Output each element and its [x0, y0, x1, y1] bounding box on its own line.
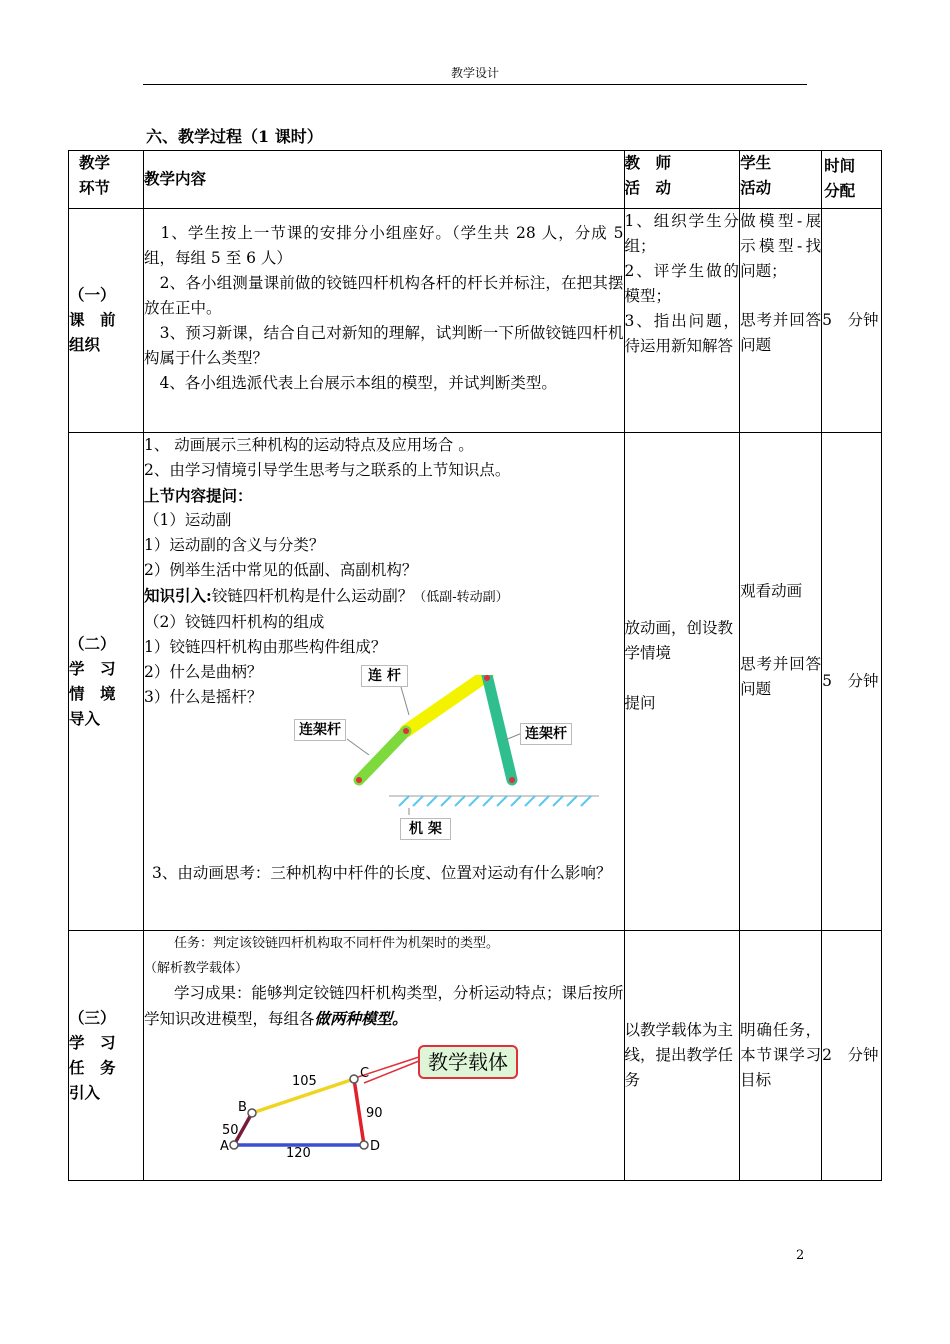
student-cell: 观看动画 思考并回答问题	[740, 433, 822, 931]
teaching-process-table	[68, 150, 882, 1181]
table-row	[69, 433, 882, 931]
coupler-link	[406, 675, 487, 731]
point-a-label: A	[220, 1139, 229, 1154]
length-cd: 90	[366, 1106, 383, 1121]
time-cell: 2 分钟	[822, 931, 882, 1181]
joint-dot	[484, 675, 490, 681]
header-rule	[143, 84, 807, 85]
joint-dot	[403, 728, 409, 734]
point-d-label: D	[370, 1139, 381, 1154]
frame-hatch	[389, 796, 599, 806]
label-right-link: 连架杆	[520, 723, 572, 745]
content-cell: 1、 动画展示三种机构的运动特点及应用场合 。 2、由学习情境引导学生思考与之联系的上节知识点。 上节内容提问： （1）运动副 1）运动副的含义与分类？ 2）例举生活中常见的低副、高副机构？ 知识引入:铰链四杆机构是什么运动副？（低副-转动副） （2）铰链四杆机构的组成 1）铰链四杆机构由那些构件组成？ 2）什么是曲柄？ 3）什么是摇杆？ 连 杆 连架杆 连架杆 机 架 3、由动画思考：三种机构中杆件的长度、位置对运动有什么影响？	[144, 433, 625, 931]
left-link	[359, 731, 406, 780]
label-left-link: 连架杆	[294, 719, 346, 741]
callout-teaching-carrier: 教学载体	[418, 1045, 518, 1079]
student-cell: 明确任务，本节课学习目标	[740, 931, 822, 1181]
teacher-cell: 1、组织学生分组； 2、评学生做的模型； 3、指出问题，待运用新知解答	[624, 209, 740, 433]
time-cell: 5 分钟	[822, 209, 882, 433]
time-cell: 5 分钟	[822, 433, 882, 931]
teacher-cell: 以教学载体为主线，提出教学任务	[624, 931, 740, 1181]
page-header: 教学设计	[450, 66, 499, 80]
header-student: 学生 活动	[740, 151, 822, 209]
right-link	[487, 675, 512, 780]
four-bar-linkage-diagram	[309, 675, 599, 845]
page-number: 2	[796, 1248, 805, 1263]
content-cell: 1、学生按上一节课的安排分小组座好。（学生共 28 人，分成 5 组，每组 5 至 6 人） 2、各小组测量课前做的铰链四杆机构各杆的杆长并标注，在把其摆放在正中。 3、预习新课，结合自己对新知的理解，试判断一下所做铰链四杆机构属于什么类型？ 4、各小组选派代表上台展示本组的模型，并试判断类型。	[144, 209, 625, 433]
section-title: 六、教学过程（1 课时）	[146, 127, 323, 146]
stage-cell: （二） 学 习 情 境 导入	[69, 433, 144, 931]
table-header-row	[69, 151, 882, 209]
outcome-paragraph: 学习成果：能够判定铰链四杆机构类型，分析运动特点；课后按所学知识改进模型，每组各做两种模型。	[144, 984, 624, 1028]
length-ad: 120	[286, 1146, 311, 1157]
label-coupler: 连 杆	[361, 665, 408, 687]
point-b-label: B	[238, 1100, 247, 1115]
joint-dot	[356, 777, 362, 783]
student-cell: 做模型-展示模型-找问题； 思考并回答问题	[740, 209, 822, 433]
header-content: 教学内容	[144, 151, 625, 209]
stage-cell: （一） 课 前 组织	[69, 209, 144, 433]
knowledge-line: 知识引入:铰链四杆机构是什么运动副？（低副-转动副）	[144, 586, 509, 605]
header-teacher: 教 师 活 动	[624, 151, 740, 209]
link-cd	[354, 1079, 364, 1145]
point-c-label: C	[360, 1066, 370, 1081]
label-frame: 机 架	[400, 818, 451, 840]
header-time: 时间 分配	[822, 151, 882, 209]
teacher-cell: 放动画，创设教学情境 提问	[624, 433, 740, 931]
table-row	[69, 931, 882, 1181]
joint-dot	[509, 777, 515, 783]
header-stage: 教学 环节	[69, 151, 144, 209]
table-row	[69, 209, 882, 433]
length-bc: 105	[292, 1074, 317, 1089]
length-ab: 50	[222, 1123, 239, 1138]
content-cell: 任务：判定该铰链四杆机构取不同杆件为机架时的类型。 （解析教学载体） 学习成果：能够判定铰链四杆机构类型，分析运动特点；课后按所学知识改进模型，每组各做两种模型。 A B C D 50 105 90 120 教学载体	[144, 931, 625, 1181]
stage-cell: （三） 学 习 任 务 引入	[69, 931, 144, 1181]
